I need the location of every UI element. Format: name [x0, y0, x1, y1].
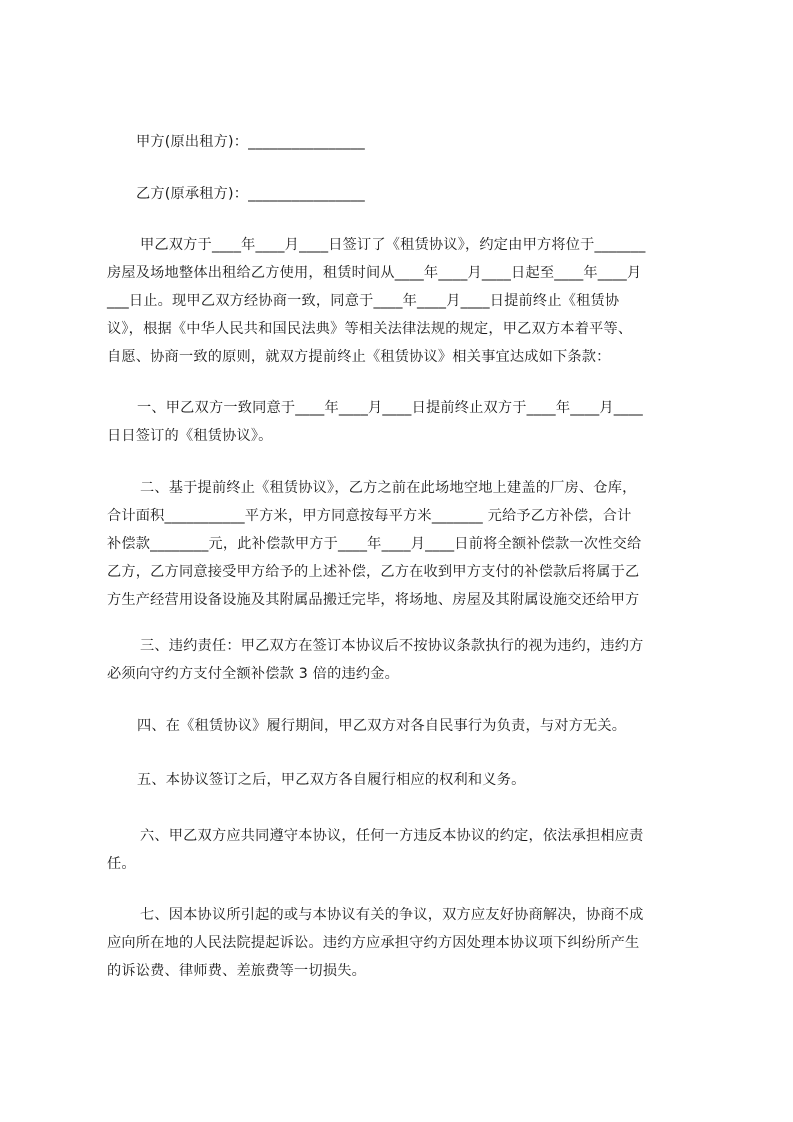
preamble-line: ___日止。现甲乙双方经协商一致，同意于____年____月____日提前终止《租赁协 [107, 293, 620, 309]
clause-1-line: 一、甲乙双方一致同意于____年____月____日提前终止双方于____年____月____ [137, 400, 643, 416]
clause-2-line: 乙方，乙方同意接受甲方给予的上述补偿，乙方在收到甲方支付的补偿款后将属于乙 [107, 564, 640, 580]
clause-7-line: 七、因本协议所引起的或与本协议有关的争议，双方应友好协商解决，协商不成 [140, 907, 644, 923]
clause-5-line: 五、本协议签订之后，甲乙双方各自履行相应的权利和义务。 [137, 772, 526, 788]
preamble-line: 甲乙双方于____年____月____日签订了《租赁协议》，约定由甲方将位于_______ [140, 237, 646, 253]
clause-7-line: 应向所在地的人民法院提起诉讼。违约方应承担守约方因处理本协议项下纠纷所产生 [107, 935, 640, 951]
clause-2-line: 二、基于提前终止《租赁协议》，乙方之前在此场地空地上建盖的厂房、仓库， [140, 480, 637, 496]
clause-3-line: 必须向守约方支付全额补偿款 3 倍的违约金。 [107, 666, 400, 682]
party-b-line: 乙方(原承租方)：________________ [136, 186, 365, 202]
clause-6-line: 任。 [107, 856, 136, 872]
clause-2-line: 合计面积___________平方米，甲方同意按每平方米_______ 元给予乙方补偿，合计 [107, 508, 632, 524]
clause-4-line: 四、在《租赁协议》履行期间，甲乙双方对各自民事行为负责，与对方无关。 [137, 718, 627, 734]
clause-3-line: 三、违约责任：甲乙双方在签订本协议后不按协议条款执行的视为违约，违约方 [140, 638, 644, 654]
preamble-line: 房屋及场地整体出租给乙方使用，租赁时间从____年____月____日起至____年____月 [107, 265, 642, 281]
clause-7-line: 的诉讼费、律师费、差旅费等一切损失。 [107, 963, 366, 979]
clause-1-line: 日日签订的《租赁协议》。 [107, 428, 273, 444]
preamble-line: 议》，根据《中华人民共和国民法典》等相关法律法规的规定，甲乙双方本着平等、 [107, 321, 633, 337]
clause-2-line: 补偿款________元，此补偿款甲方于____年____月____日前将全额补偿款一次性交给 [107, 536, 642, 552]
clause-6-line: 六、甲乙双方应共同遵守本协议，任何一方违反本协议的约定，依法承担相应责 [140, 828, 644, 844]
preamble-line: 自愿、协商一致的原则，就双方提前终止《租赁协议》相关事宜达成如下条款： [107, 349, 611, 365]
party-a-line: 甲方(原出租方)：________________ [136, 134, 365, 150]
clause-2-line: 方生产经营用设备设施及其附属品搬迁完毕，将场地、房屋及其附属设施交还给甲方 [107, 592, 640, 608]
